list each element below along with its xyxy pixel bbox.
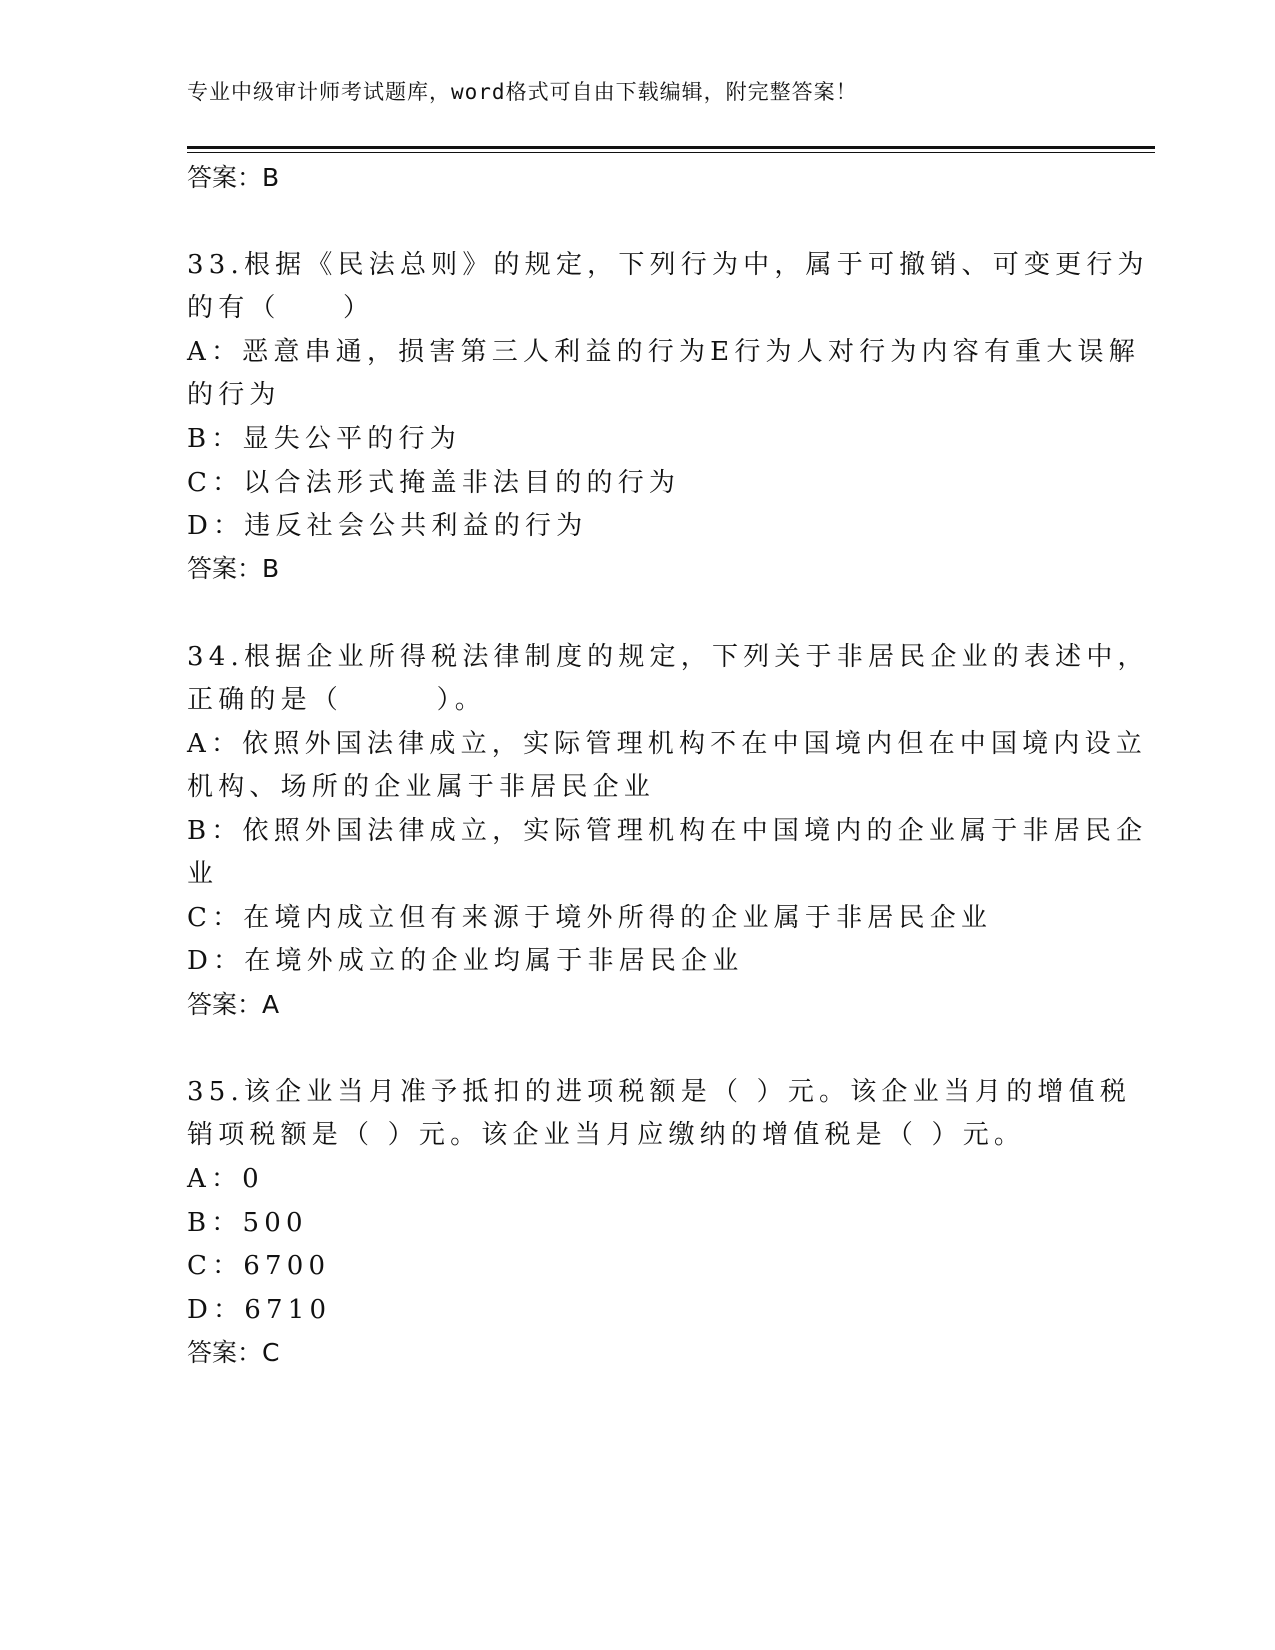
page-header: 专业中级审计师考试题库，word格式可自由下载编辑，附完整答案！	[187, 80, 858, 104]
question-35-option-b: B：500	[187, 1208, 308, 1238]
header-rule-thick	[187, 146, 1155, 149]
question-34-answer: 答案：A	[187, 990, 280, 1019]
header-rule-thin	[187, 152, 1155, 153]
question-34-option-d: D：在境外成立的企业均属于非居民企业	[187, 946, 744, 976]
question-33-option-a-line-2: 的行为	[187, 380, 281, 410]
question-33-stem-line-1: 33.根据《民法总则》的规定，下列行为中，属于可撤销、可变更行为	[187, 250, 1149, 280]
question-35-option-c: C：6700	[187, 1251, 331, 1281]
question-35-stem-line-1: 35.该企业当月准予抵扣的进项税额是（ ）元。该企业当月的增值税	[187, 1077, 1132, 1107]
question-34-stem-line-2: 正确的是（ ）。	[187, 685, 487, 715]
question-33-option-a-line-1: A：恶意串通，损害第三人利益的行为E行为人对行为内容有重大误解	[187, 337, 1140, 367]
question-33-option-c: C：以合法形式掩盖非法目的的行为	[187, 468, 681, 498]
question-33-option-d: D：违反社会公共利益的行为	[187, 511, 588, 541]
question-35-answer: 答案：C	[187, 1338, 280, 1367]
question-34-option-a-line-1: A：依照外国法律成立，实际管理机构不在中国境内但在中国境内设立	[187, 729, 1147, 759]
question-35-stem-line-2: 销项税额是（ ）元。该企业当月应缴纳的增值税是（ ）元。	[187, 1120, 1026, 1150]
previous-answer: 答案：B	[187, 163, 280, 192]
question-33-option-b: B：显失公平的行为	[187, 424, 461, 454]
question-34-option-b-line-2: 业	[187, 859, 219, 889]
question-34-option-c: C：在境内成立但有来源于境外所得的企业属于非居民企业	[187, 903, 993, 933]
question-33-stem-line-2: 的有（ ）	[187, 293, 375, 323]
question-34-stem-line-1: 34.根据企业所得税法律制度的规定，下列关于非居民企业的表述中，	[187, 642, 1149, 672]
question-33-answer: 答案：B	[187, 554, 280, 583]
question-34-option-a-line-2: 机构、场所的企业属于非居民企业	[187, 772, 656, 802]
question-35-option-a: A：0	[187, 1164, 264, 1194]
question-34-option-b-line-1: B：依照外国法律成立，实际管理机构在中国境内的企业属于非居民企	[187, 816, 1148, 846]
question-35-option-d: D：6710	[187, 1295, 332, 1325]
